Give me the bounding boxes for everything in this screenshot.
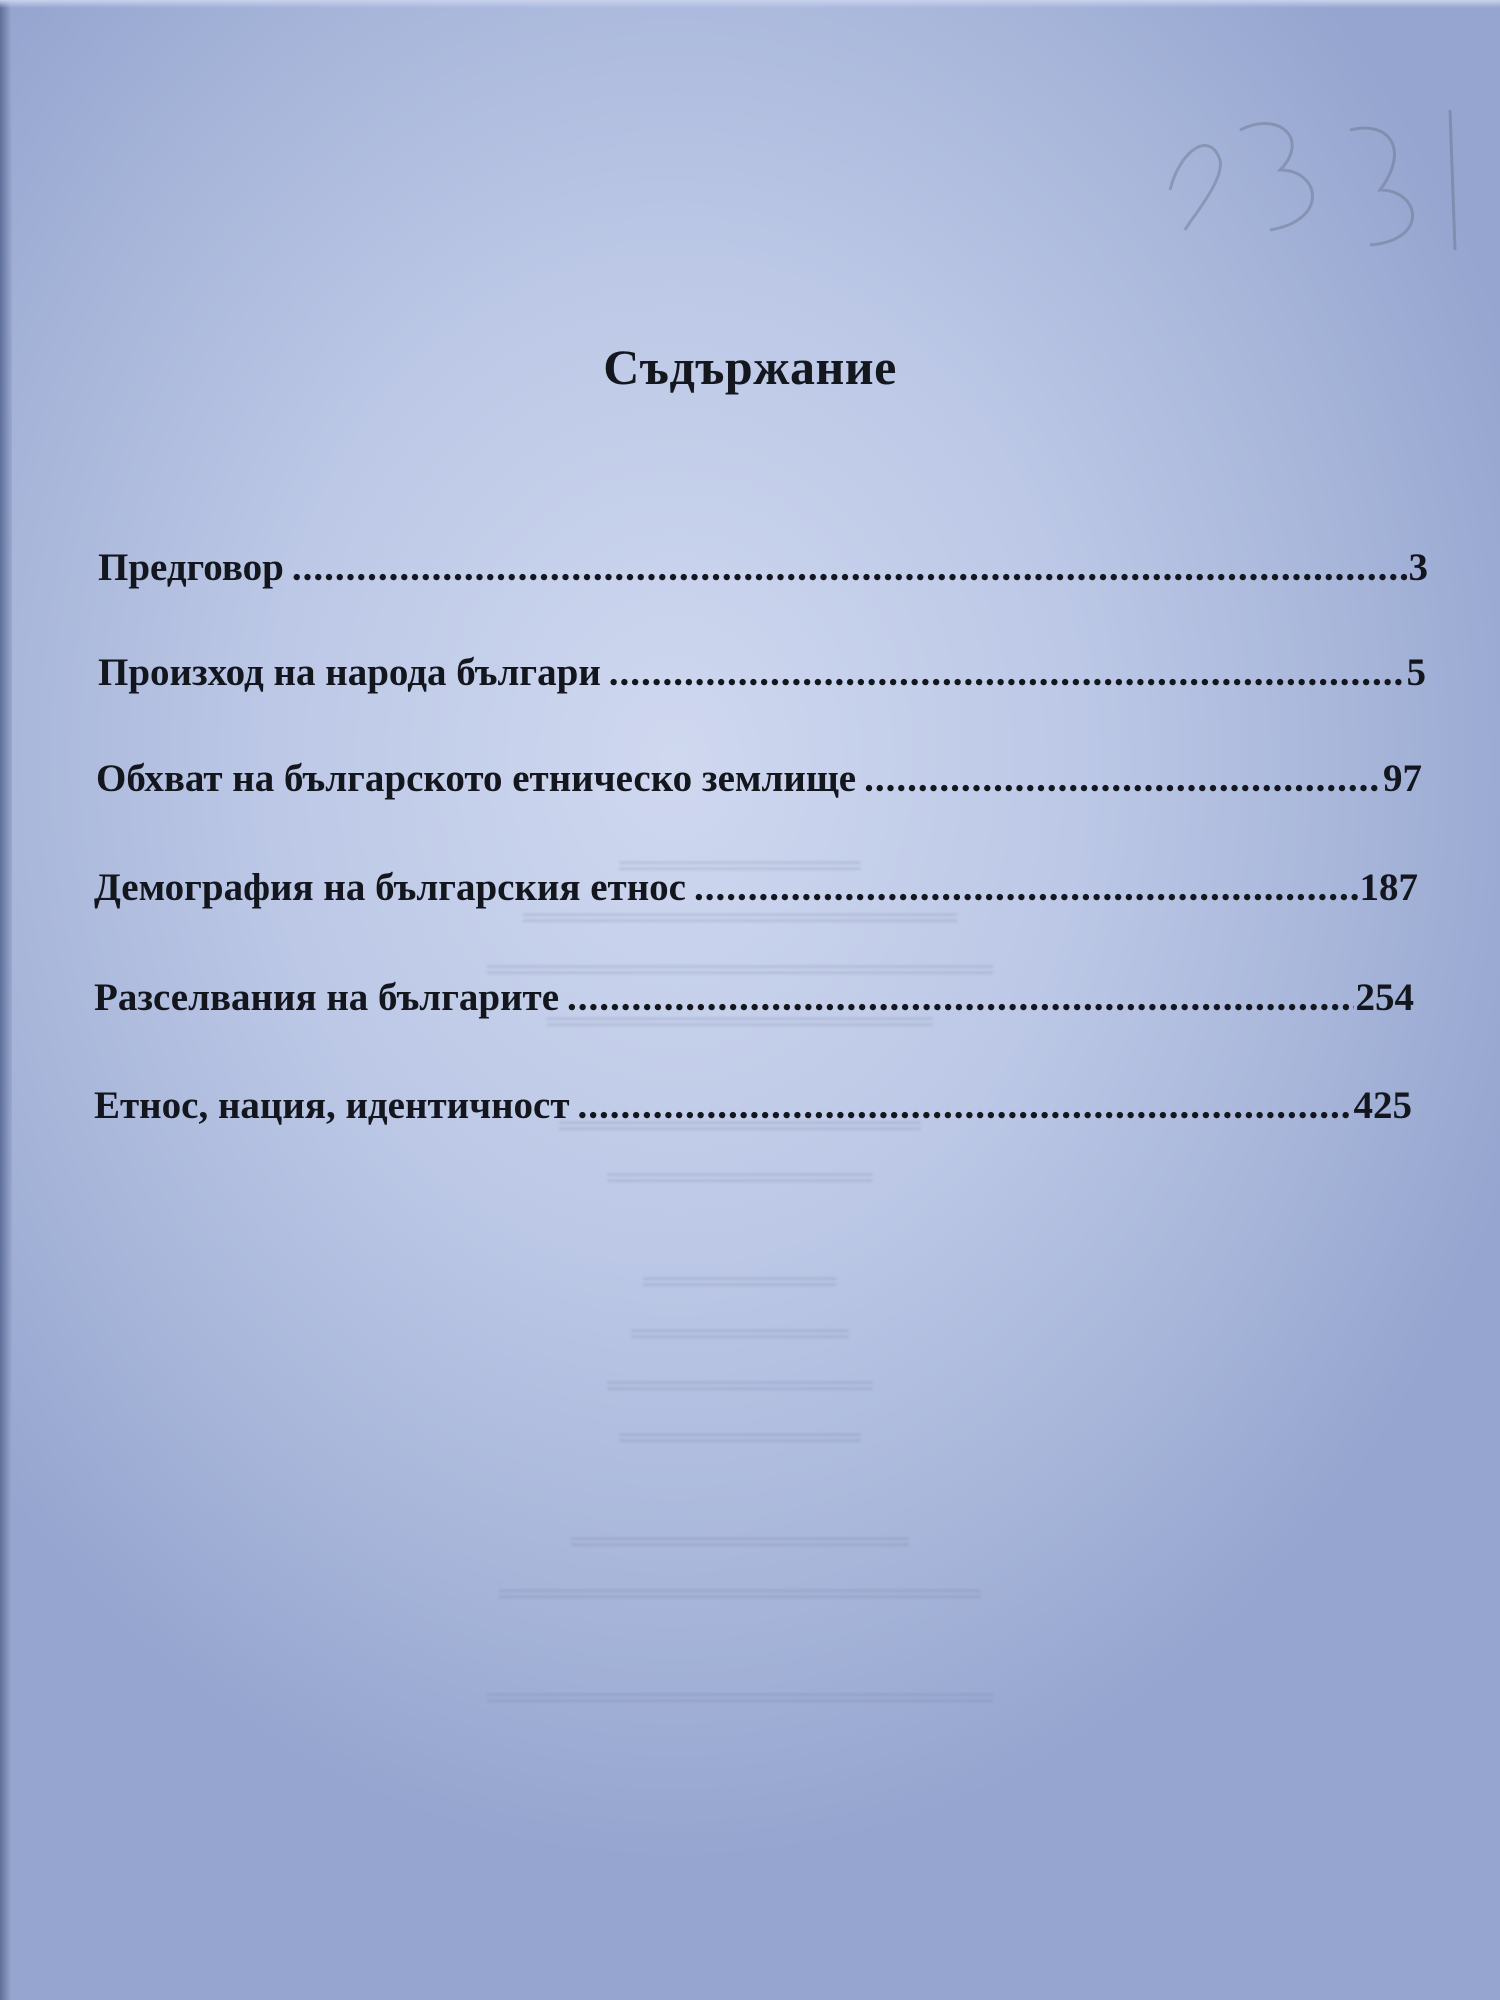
page-top-edge (0, 0, 1500, 8)
toc-entry-title: Произход на народа българи (98, 651, 601, 694)
toc-leader-dots (694, 865, 1358, 910)
toc-entry (96, 756, 1422, 801)
toc-entry (98, 545, 1428, 590)
show-through-text: ══════════ ══════════════════ ═════════════════════ ════════════════ ═══════════════ ═══════════ ════════ ═════════ ═══════════ ══════════ ══════════════ ════════════════════ ═════════════════════ (487, 847, 993, 1716)
toc-leader-dots (292, 545, 1407, 590)
toc-entry-title: Разселвания на българите (94, 976, 560, 1019)
toc-entry-title: Етнос, нация, идентичност (94, 1084, 570, 1127)
toc-entry-title: Обхват на българското етническо землище (96, 757, 857, 800)
page-binding-edge (0, 0, 12, 2000)
toc-leader-dots (578, 1083, 1352, 1128)
toc-entry (94, 1083, 1412, 1128)
toc-entry (98, 650, 1426, 695)
toc-entry-page: 97 (1383, 757, 1422, 800)
toc-entry-page: 3 (1408, 546, 1428, 589)
toc-entry-page: 425 (1353, 1084, 1412, 1127)
toc-leader-dots (609, 650, 1405, 695)
toc-entry-page: 254 (1355, 976, 1414, 1019)
handwritten-pencil-mark (1150, 70, 1500, 270)
toc-entry-page: 187 (1359, 866, 1418, 909)
toc-entry-page: 5 (1406, 651, 1426, 694)
page-title: Съдържание (603, 339, 897, 395)
toc-entry (94, 865, 1418, 910)
toc-entry (94, 975, 1414, 1020)
toc-leader-dots (567, 975, 1353, 1020)
toc-entry-title: Предговор (98, 546, 284, 589)
toc-entry-title: Демография на българския етнос (94, 866, 686, 909)
toc-leader-dots (864, 756, 1381, 801)
